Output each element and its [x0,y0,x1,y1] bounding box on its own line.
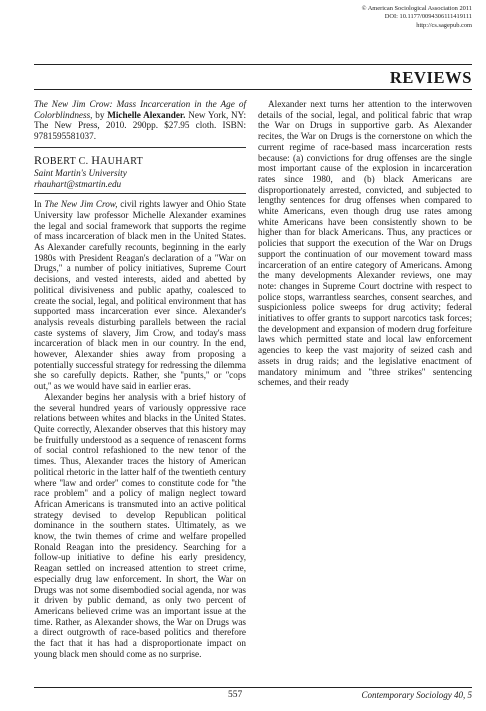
body-paragraph-3: Alexander next turns her attention to the interwoven details of the social, legal, and political fabric that wrap the War on Drugs in supportive garb. As Alexander recites, the War on Drugs is the cornerstone on which the current regime of race-based mass incarceration rests because: (a) convictions for drug offenses are the single most important cause of the explosion in incarceration rates since 1980, and (b) black Americans are disproportionately arrested, convicted, and subjected to lengthy sentences for drug offenses when compared to white Americans, even though drug use rates among white Americans have been consistently shown to be higher than for black Americans. Thus, any practices or policies that support the execution of the War on Drugs support the continuation of our movement toward mass incarceration of an entire category of Americans. Among the many developments Alexander reviews, one may note: changes in Supreme Court doctrine with respect to police stops, warrantless searches, consent searches, and suspicionless police sweeps for drug activity; federal initiatives to offer grants to support narcotics task forces; the development and expansion of modern drug forfeiture laws which permitted state and local law enforcement agencies to keep the vast majority of seized cash and assets in drug raids; and the legislative enactment of mandatory minimum and ''three strikes'' sentencing schemes, and their ready [258,99,472,388]
book-citation [34,99,246,148]
body-paragraph-1: In The New Jim Crow, civil rights lawyer and Ohio State University law professor Michelle Alexander examines the legal and social framework that supports the regime of mass incarceration of black men in the United States. As Alexander carefully recounts, beginning in the early 1980s with President Reagan's declaration of a "War on Drugs," a number of policy initiatives, Supreme Court decisions, and vested interests, aided and abetted by political divisiveness and public apathy, coalesced to create the social, legal, and political environment that has supported mass incarceration ever since. Alexander's analysis reveals disturbing parallels between the racial caste systems of slavery, Jim Crow, and today's mass incarceration of black men in our country. In the end, however, Alexander shies away from proposing a potentially successful strategy for redressing the dilemma she so carefully depicts. Rather, she ''punts,'' or ''cops out,'' as we would have said in earlier eras. [34,199,247,392]
left-column [34,99,246,659]
section-title: REVIEWS [389,68,472,87]
book-title: The New Jim Crow: Mass Incarceration in the Age of Colorblindness, [34,99,246,120]
footer-rule [34,687,472,688]
section-rule [34,89,472,90]
copyright-block [362,5,472,30]
book-title-inline: The New Jim Crow, [44,199,118,210]
journal-url: http://cs.sagepub.com [416,21,472,29]
right-column [258,99,472,388]
top-rule [34,64,472,65]
reviewer-block [34,154,246,194]
reviewer-institution: Saint Martin's University [34,167,127,178]
body-paragraph-2: Alexander begins her analysis with a brief history of the several hundred years of variously oppressive race relations between whites and blacks in the United States. Quite correctly, Alexander observes that this history may be fruitfully understood as a sequence of renascent forms of social control refashioned to the new tenor of the times. Thus, Alexander traces the history of American political rhetoric in the latter half of the twentieth century where ''law and order'' comes to constitute code for ''the race problem'' and a policy of malign neglect toward African Americans is transmuted into an active political strategy devised to develop Republican political dominance in the southern states. Ultimately, as we know, the twin themes of crime and welfare propelled Ronald Reagan into the presidency. Searching for a follow-up initiative to define his early presidency, Reagan settled on increased attention to street crime, especially drug law enforcement. In short, the War on Drugs was not some disembodied social agenda, nor was it driven by public demand, as only two percent of Americans believed crime was an important issue at the time. Rather, as Alexander shows, the War on Drugs was a direct outgrowth of race-based politics and therefore the fact that it has had a disproportionate impact on young black men should come as no surprise. [34,391,246,659]
journal-footer: Contemporary Sociology 40, 5 [361,690,472,700]
page-number: 557 [228,690,243,700]
doi-line: DOI: 10.1177/0094306111419111 [384,13,472,21]
book-author: Michelle Alexander. [107,109,186,120]
copyright-line: © American Sociological Association 2011 [361,5,472,12]
reviewer-email[interactable]: rhauhart@stmartin.edu [34,178,122,189]
citation-by: by [92,109,108,120]
reviewer-name: ROBERT C. HAUHART [34,152,144,167]
book-publication: New York, NY: The New Press, 2010. 290pp. $27.95 cloth. ISBN: 9781595581037. [34,109,247,142]
